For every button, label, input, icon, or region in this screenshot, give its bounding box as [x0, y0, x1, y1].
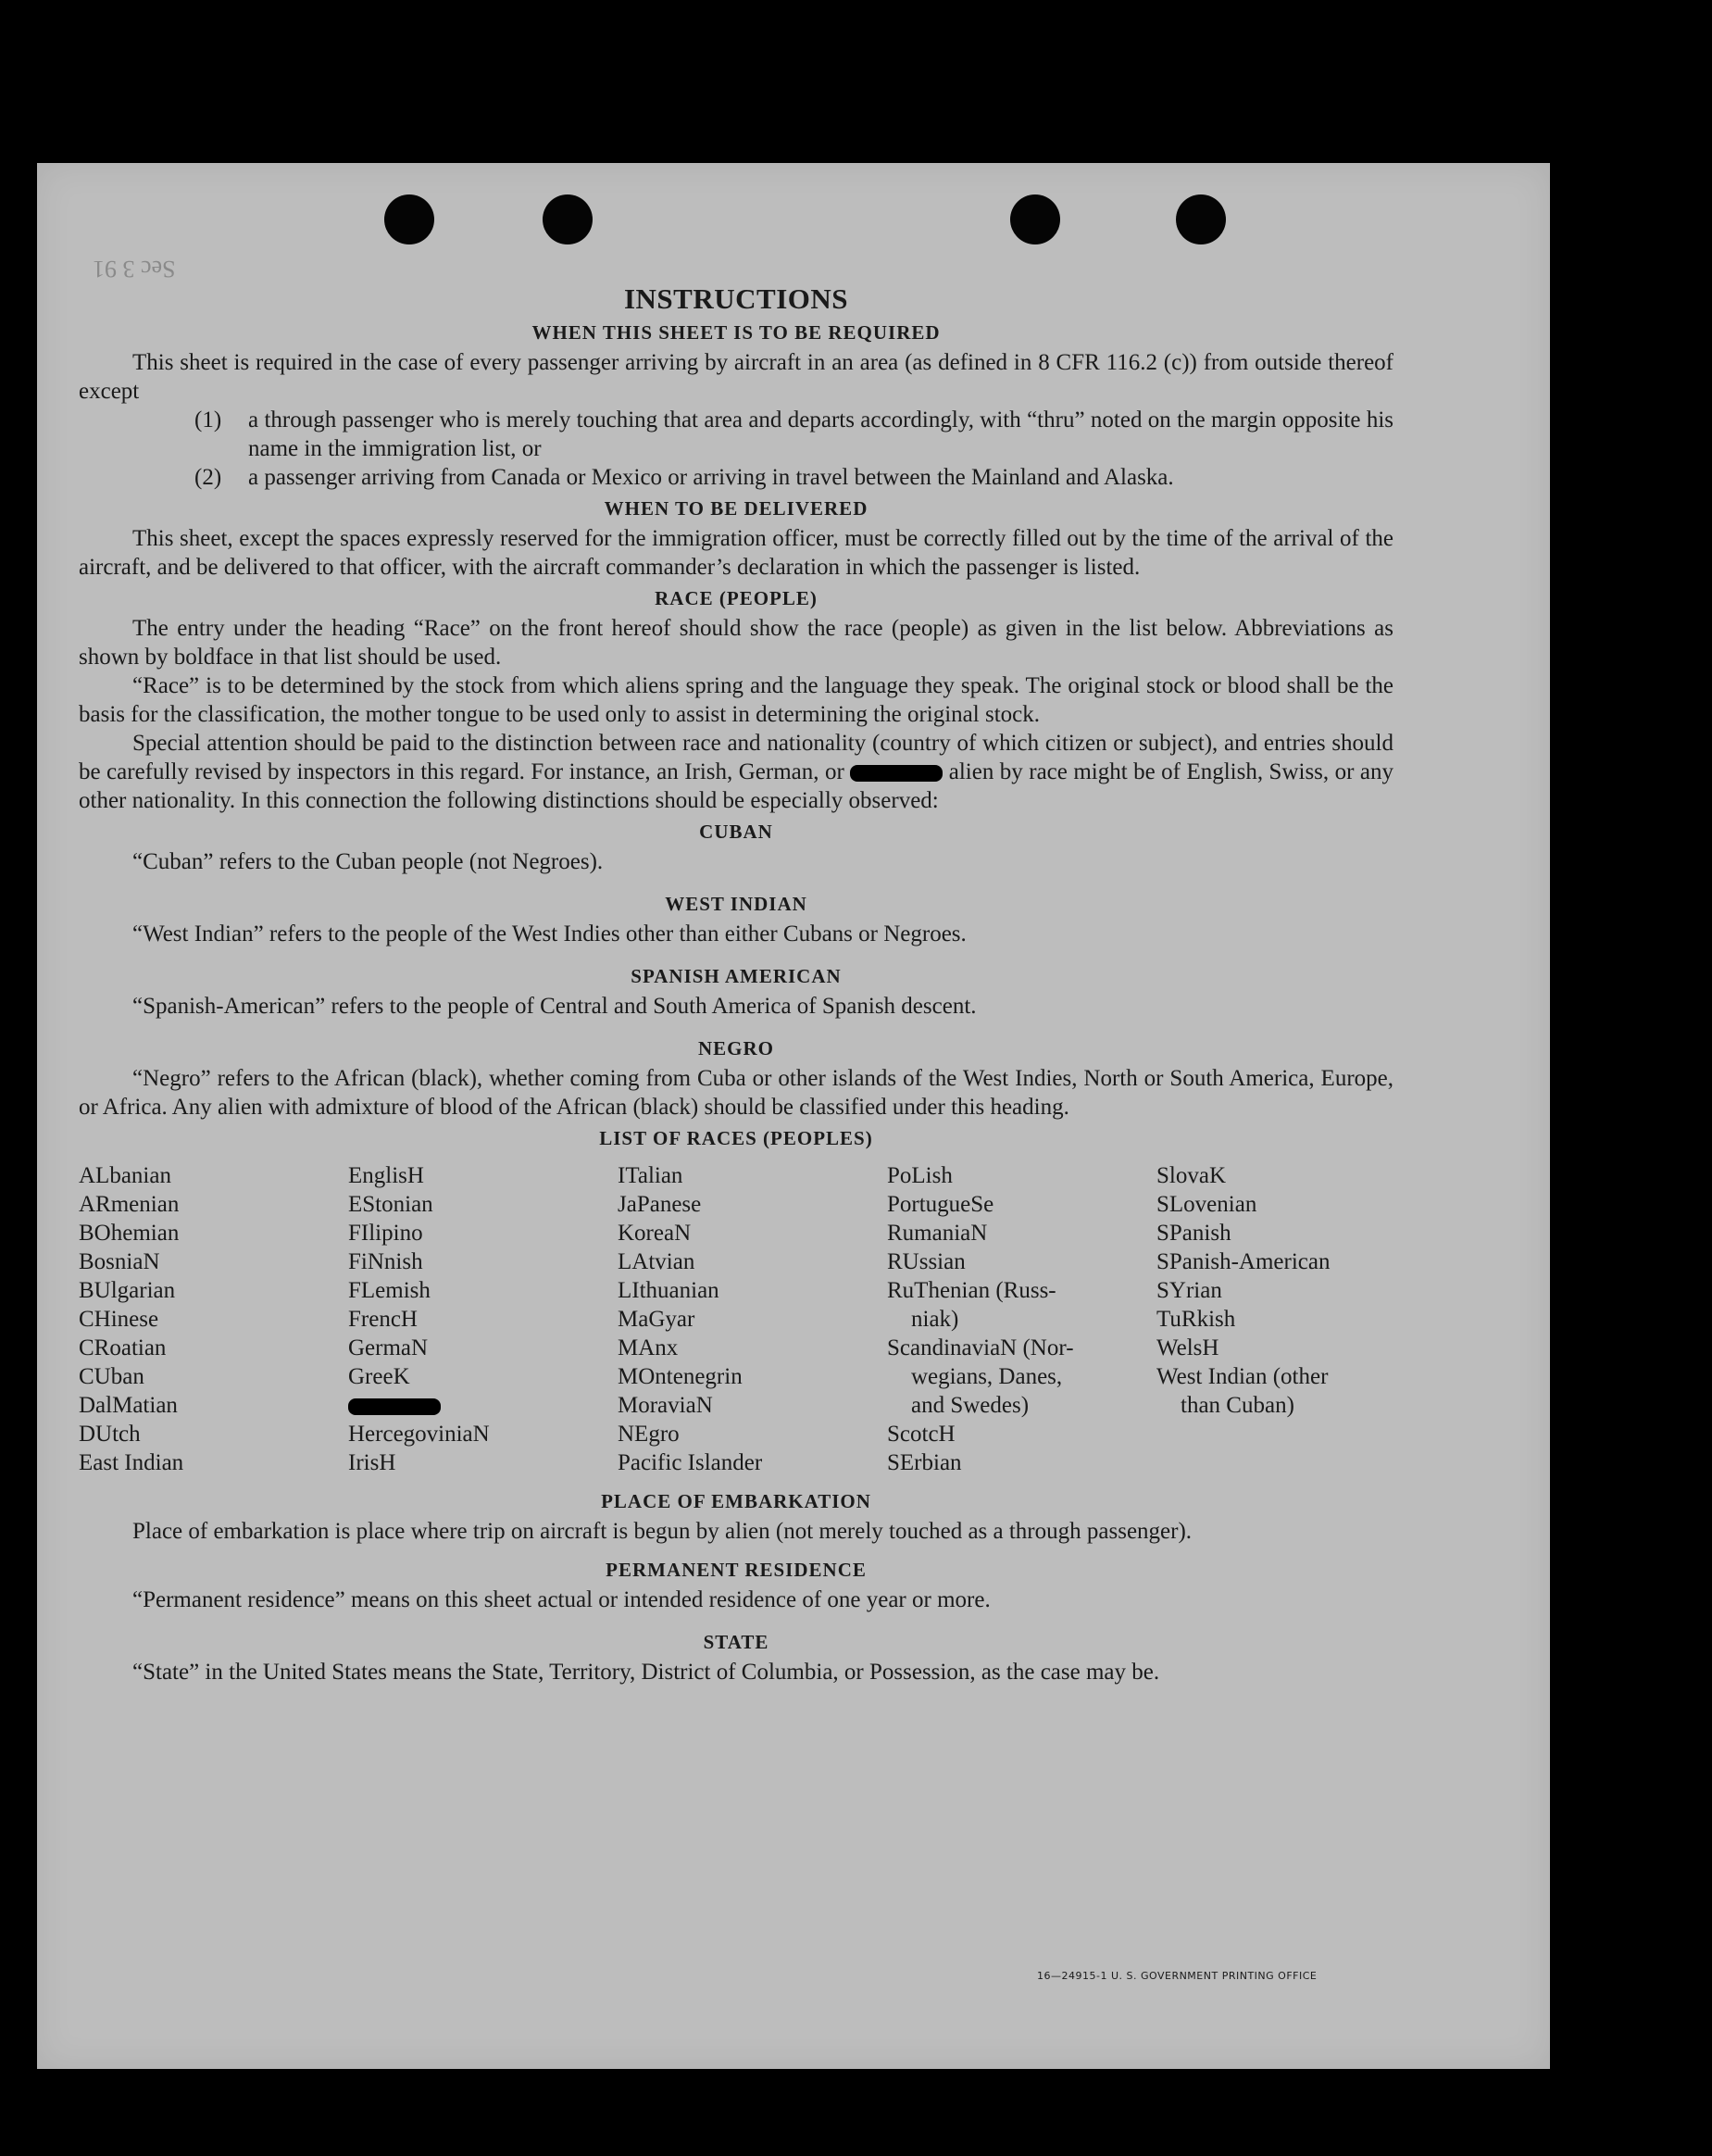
race-entry: ITalian: [618, 1163, 683, 1188]
list-item: [194, 463, 1393, 492]
section-heading: LIST OF RACES (PEOPLES): [599, 1127, 873, 1149]
race-entry: wegians, Danes,: [911, 1364, 1063, 1389]
race-entry: NEgro: [618, 1422, 680, 1447]
paragraph: “West Indian” refers to the people of the West Indies other than either Cubans or Negroes.: [132, 921, 967, 946]
race-entry: PoLish: [887, 1163, 953, 1188]
paragraph: The entry under the heading “Race” on the front hereof should show the race (people) as given in the list below. Abbreviations as shown by boldface in that list should be used.: [79, 616, 1393, 670]
race-column: [1156, 1161, 1426, 1477]
section-heading: PLACE OF EMBARKATION: [601, 1490, 871, 1512]
punch-hole: [1176, 194, 1226, 244]
section-heading: STATE: [703, 1631, 769, 1653]
section-heading: WHEN TO BE DELIVERED: [604, 497, 868, 520]
race-entry: CRoatian: [79, 1335, 167, 1360]
race-column: [79, 1161, 348, 1477]
race-entry: CUban: [79, 1364, 144, 1389]
race-entry: SPanish: [1156, 1221, 1231, 1246]
punch-hole: [1010, 194, 1060, 244]
corner-mark: Sec 3 91: [93, 256, 176, 282]
paragraph: “Cuban” refers to the Cuban people (not Negroes).: [132, 849, 604, 874]
redaction-mark: [850, 765, 943, 782]
race-entry: FLemish: [348, 1278, 431, 1303]
race-entry: DUtch: [79, 1422, 141, 1447]
race-entry: HercegoviniaN: [348, 1422, 490, 1447]
race-entry: BOhemian: [79, 1221, 180, 1246]
page-title: INSTRUCTIONS: [623, 282, 848, 315]
redaction-mark: [348, 1398, 441, 1415]
section-heading: RACE (PEOPLE): [655, 587, 818, 609]
paragraph: “Spanish-American” refers to the people of Central and South America of Spanish descent.: [132, 994, 977, 1019]
race-entry: SPanish-American: [1156, 1249, 1331, 1274]
race-entry: East Indian: [79, 1450, 184, 1475]
redaction-mark: [348, 1391, 618, 1420]
race-entry: CHinese: [79, 1307, 159, 1332]
section-heading: PERMANENT RESIDENCE: [606, 1559, 867, 1581]
race-entry: MoraviaN: [618, 1393, 713, 1418]
section-heading: SPANISH AMERICAN: [631, 965, 842, 987]
section-heading: NEGRO: [697, 1037, 774, 1059]
paragraph: “Permanent residence” means on this sheet actual or intended residence of one year or more.: [132, 1587, 991, 1612]
race-entry: KoreaN: [618, 1221, 692, 1246]
race-entry: Pacific Islander: [618, 1450, 763, 1475]
list-item: [194, 406, 1393, 463]
paragraph: [79, 729, 1393, 815]
race-entry: BUlgarian: [79, 1278, 176, 1303]
race-entry: JaPanese: [618, 1192, 702, 1217]
race-entry: ScotcH: [887, 1422, 956, 1447]
race-entry: ALbanian: [79, 1163, 171, 1188]
item-number: (1): [194, 407, 222, 432]
race-column: [618, 1161, 887, 1477]
paragraph: “State” in the United States means the State, Territory, District of Columbia, or Possession, as the case may be.: [132, 1660, 1160, 1685]
race-entry: SErbian: [887, 1450, 962, 1475]
race-column: [348, 1161, 618, 1477]
section-heading: CUBAN: [699, 821, 773, 843]
paragraph: “Negro” refers to the African (black), whether coming from Cuba or other islands of the West Indies, North or South America, Europe, or Africa. Any alien with admixture of blood of the African (black) should be classified under this heading.: [79, 1066, 1393, 1120]
printer-imprint: 16—24915-1 U. S. GOVERNMENT PRINTING OFFICE: [1037, 1970, 1318, 1982]
race-entry: LAtvian: [618, 1249, 695, 1274]
paragraph: “Race” is to be determined by the stock from which aliens spring and the language they speak. The original stock or blood shall be the basis for the classification, the mother tongue to be used only to assist in determining the original stock.: [79, 673, 1393, 727]
race-entry: IrisH: [348, 1450, 396, 1475]
race-entry: TuRkish: [1156, 1307, 1236, 1332]
paragraph: Place of embarkation is place where trip on aircraft is begun by alien (not merely touched as a through passenger).: [132, 1519, 1193, 1544]
item-text: a through passenger who is merely touching that area and departs accordingly, with “thru” noted on the margin opposite his name in the immigration list, or: [248, 407, 1393, 461]
race-entry: LIthuanian: [618, 1278, 719, 1303]
race-entry: GermaN: [348, 1335, 429, 1360]
race-entry: PortugueSe: [887, 1192, 994, 1217]
race-entry: RUssian: [887, 1249, 966, 1274]
paragraph-part: Special attention should be paid to the distinction between race and nationality (country of which citizen or subject), and entries should be carefully revised by inspectors in this regard. For instance, an Irish, German, or: [79, 731, 1393, 784]
paragraph: This sheet, except the spaces expressly reserved for the immigration officer, must be correctly filled out by the time of the arrival of the aircraft, and be delivered to that officer, with the aircraft commander’s declaration in which the passenger is listed.: [79, 526, 1393, 580]
race-entry: EnglisH: [348, 1163, 424, 1188]
paragraph-part: alien by race might be of English, Swiss, or any other nationality. In this connection the following distinctions should be especially observed:: [79, 759, 1394, 813]
race-entry: DalMatian: [79, 1393, 178, 1418]
race-entry: than Cuban): [1181, 1393, 1294, 1418]
punch-hole: [543, 194, 593, 244]
race-entry: SYrian: [1156, 1278, 1222, 1303]
race-column: [887, 1161, 1156, 1477]
race-entry: RuThenian (Russ-: [887, 1278, 1056, 1303]
instructions-content: [79, 282, 1393, 1686]
race-entry: West Indian (other: [1156, 1364, 1329, 1389]
race-list: [79, 1161, 1393, 1477]
race-entry: ScandinaviaN (Nor-: [887, 1335, 1074, 1360]
race-entry: MaGyar: [618, 1307, 695, 1332]
section-heading: WEST INDIAN: [665, 893, 807, 915]
race-entry: niak): [911, 1307, 959, 1332]
section-heading: WHEN THIS SHEET IS TO BE REQUIRED: [531, 321, 941, 344]
race-entry: FrencH: [348, 1307, 418, 1332]
race-entry: and Swedes): [911, 1393, 1030, 1418]
race-entry: GreeK: [348, 1364, 410, 1389]
item-text: a passenger arriving from Canada or Mexico or arriving in travel between the Mainland and Alaska.: [248, 465, 1174, 490]
item-number: (2): [194, 465, 222, 490]
race-entry: MOntenegrin: [618, 1364, 743, 1389]
race-entry: FIlipino: [348, 1221, 423, 1246]
race-entry: SLovenian: [1156, 1192, 1257, 1217]
race-entry: ARmenian: [79, 1192, 180, 1217]
race-entry: WelsH: [1156, 1335, 1219, 1360]
race-entry: MAnx: [618, 1335, 679, 1360]
race-entry: RumaniaN: [887, 1221, 988, 1246]
race-entry: EStonian: [348, 1192, 433, 1217]
race-entry: BosniaN: [79, 1249, 160, 1274]
race-entry: SlovaK: [1156, 1163, 1226, 1188]
race-entry: FiNnish: [348, 1249, 423, 1274]
punch-hole: [384, 194, 434, 244]
paragraph: This sheet is required in the case of every passenger arriving by aircraft in an area (as defined in 8 CFR 116.2 (c)) from outside thereof except: [79, 350, 1393, 404]
